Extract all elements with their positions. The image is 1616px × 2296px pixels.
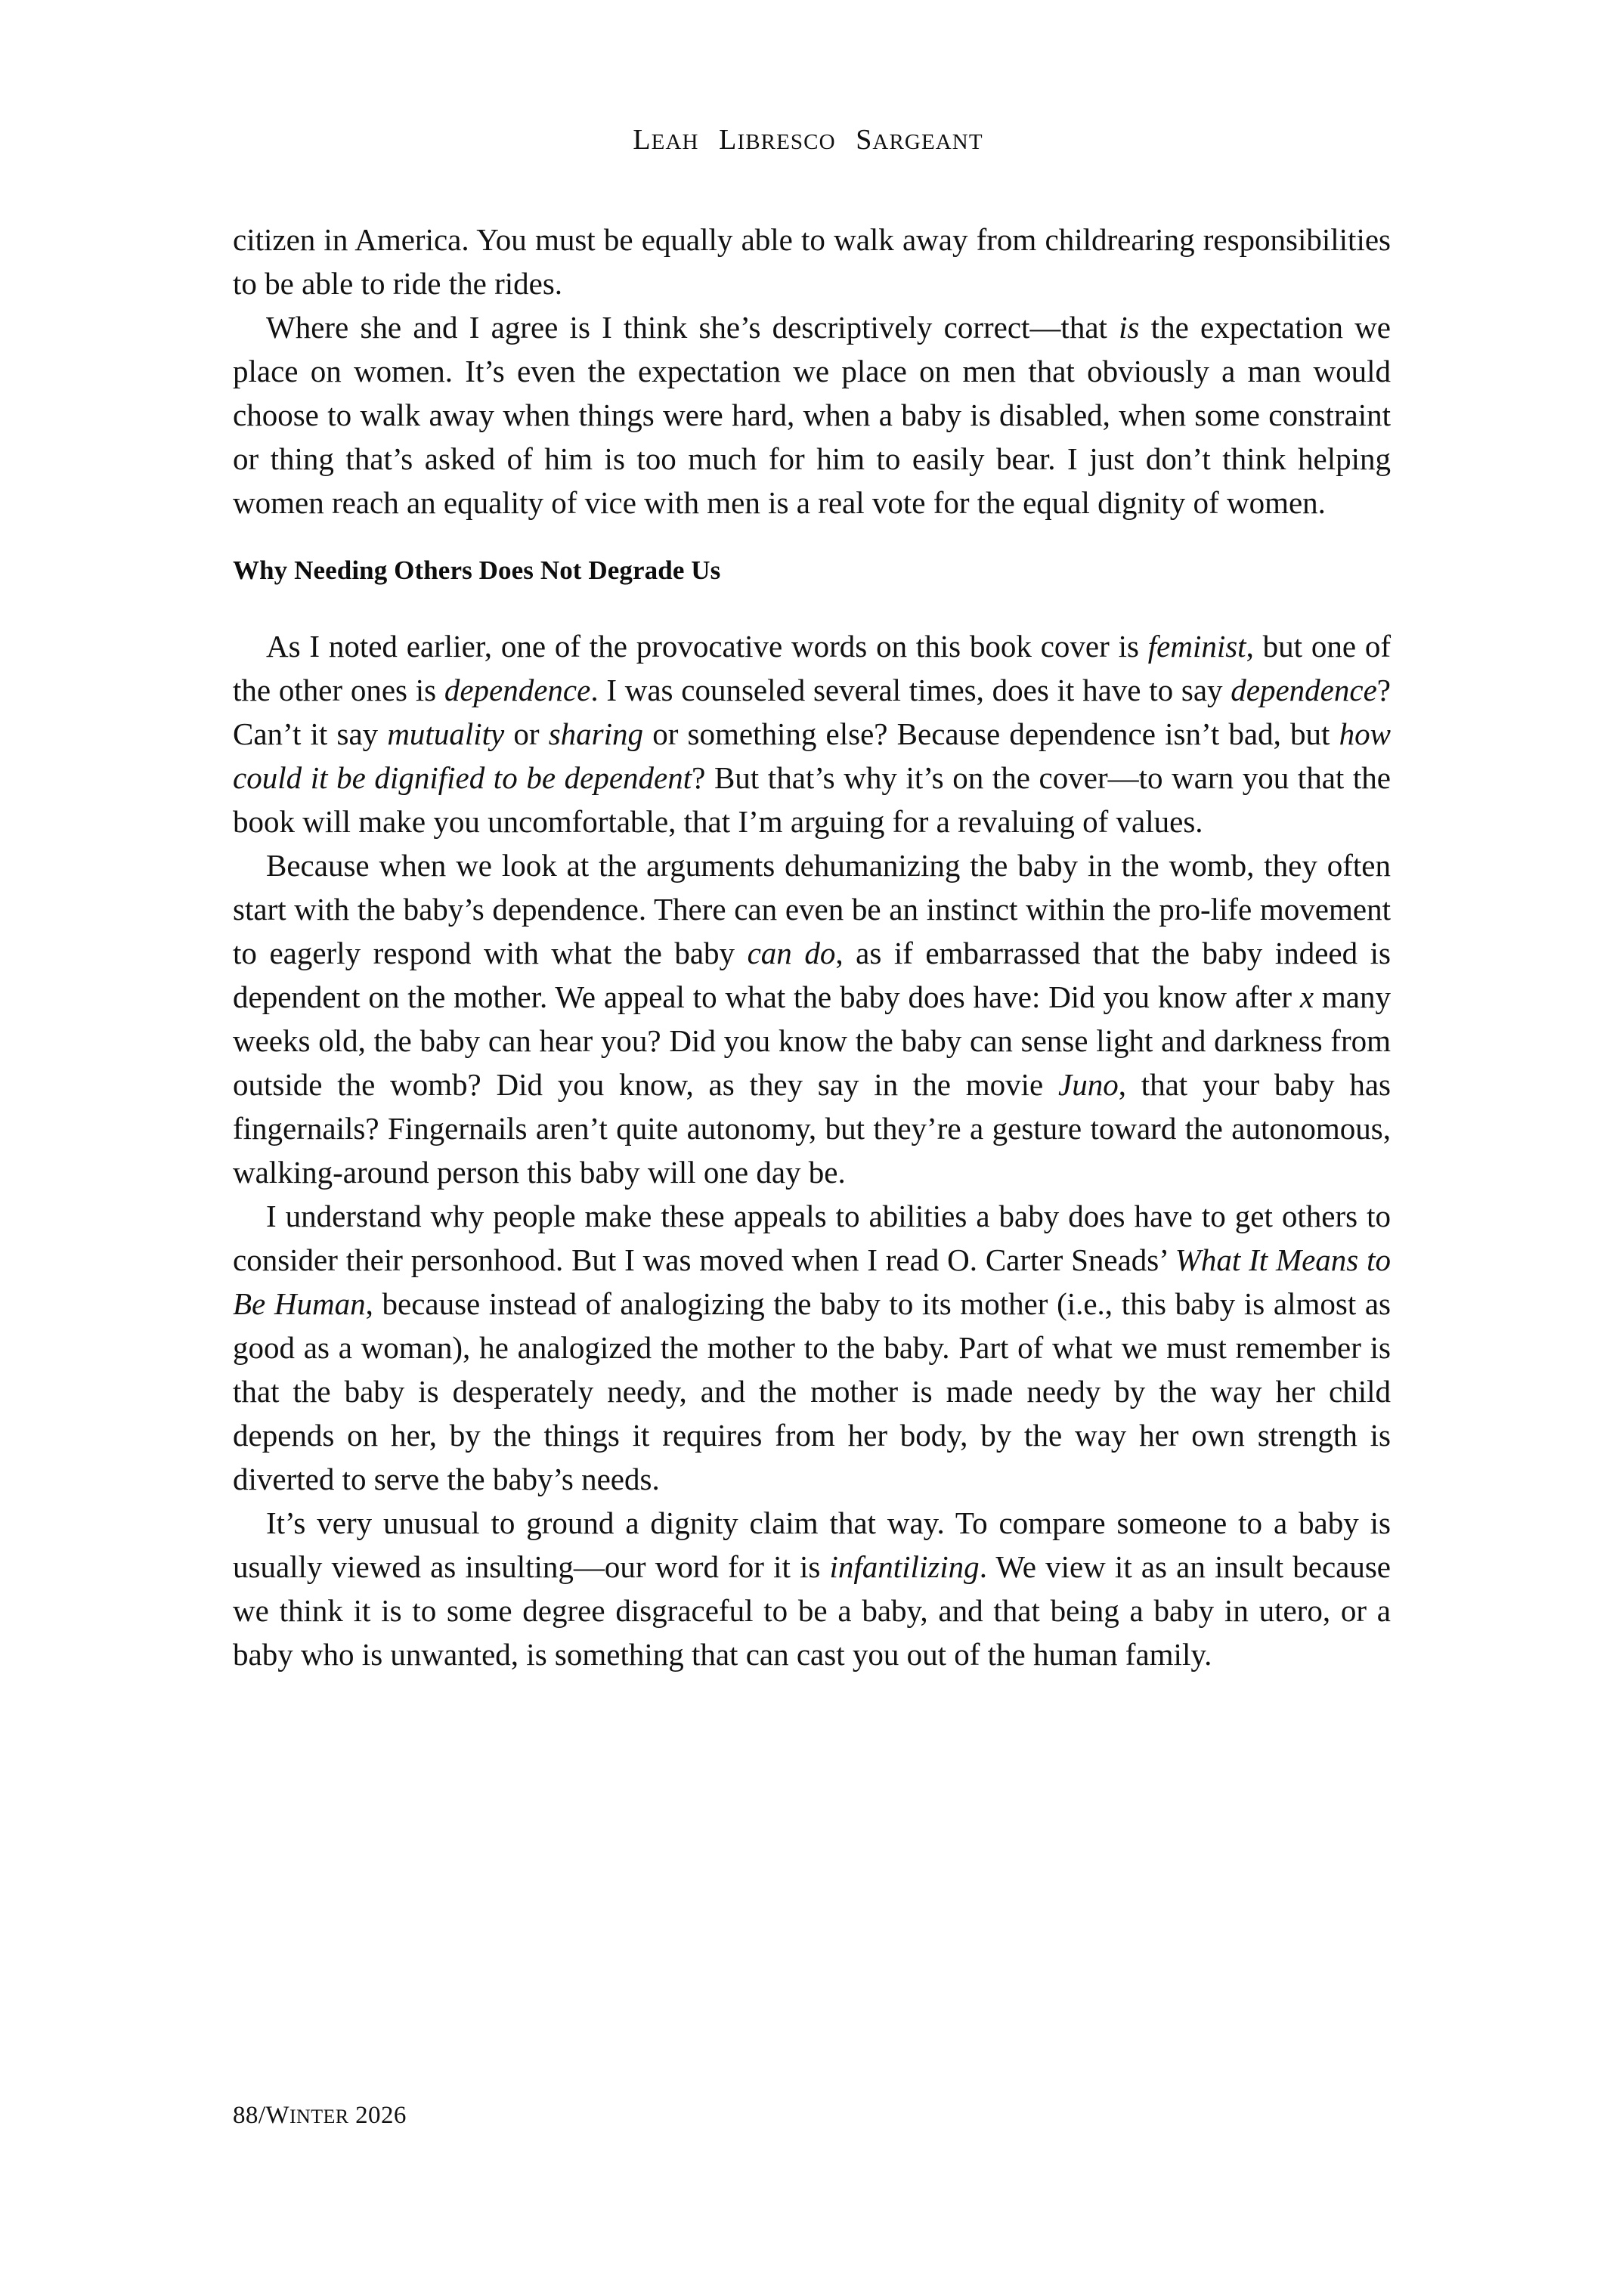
folio-year: 2026	[355, 2102, 407, 2129]
running-head	[0, 123, 1616, 156]
par3-seg-f: or something else? Because dependence isn’t bad, but	[643, 716, 1339, 751]
running-head-word-3-rest: ARGEANT	[872, 130, 983, 154]
par4-seg-a: Because when we look at the arguments dehumanizing the baby in the womb, they often start with the baby’s dependence. There can even be an instinct within the pro-life movement to eagerly respond with what the baby	[233, 848, 1391, 970]
par3-italic-feminist: feminist	[1147, 629, 1246, 664]
par4-seg-c: many weeks old, the baby can hear you? Did you know the baby can sense light and darkness from outside the womb? Did you know, as they say in the movie	[233, 979, 1391, 1102]
section-subheading: Why Needing Others Does Not Degrade Us	[233, 555, 721, 585]
paragraph-as-i-noted-earlier	[233, 624, 1391, 843]
running-head-word-1-rest: EAH	[651, 130, 699, 154]
paragraph-i-understand-why-people	[233, 1194, 1391, 1501]
par3-seg-b: , but one of the other ones is	[233, 629, 1391, 707]
subhead-space-above	[233, 524, 1391, 549]
running-head-word-1-initial: L	[633, 124, 652, 156]
folio-page-number: 88	[233, 2102, 258, 2129]
running-head-space-1	[705, 128, 712, 154]
par3-seg-d: ? Can’t it say	[233, 673, 1391, 751]
running-head-word-2-initial: L	[719, 124, 738, 156]
par3-italic-mutuality: mutuality	[387, 716, 505, 751]
par6-seg-a: It’s very unusual to ground a dignity claim that way. To compare someone to a baby is usually viewed as insulting—our word for it is	[233, 1505, 1391, 1584]
running-head-word-1	[633, 124, 699, 156]
par4-seg-d: , that your baby has fingernails? Fingernails aren’t quite autonomy, but they’re a gesture toward the autonomous, walking-around person this baby will one day be.	[233, 1067, 1392, 1190]
par3-italic-how-could-it-be-dignified: how could it be dignified to be dependent	[233, 716, 1391, 795]
par4-italic-x: x	[1299, 979, 1314, 1014]
par5-seg-a: I understand why people make these appeals to abilities a baby does have to get others to consider their personhood. But I was moved when I read O. Carter Sneads’	[233, 1199, 1391, 1277]
paragraph-because-when-we-look	[233, 843, 1391, 1194]
running-head-word-2	[719, 124, 836, 156]
paragraph-continued	[233, 218, 1391, 305]
par4-italic-can-do: can do	[747, 936, 836, 970]
running-head-space-2	[842, 128, 849, 154]
par2-seg-a: Where she and I agree is I think she’s descriptively correct—that	[266, 310, 1119, 345]
folio-season-rest: INTER	[289, 2106, 349, 2127]
par2-seg-b: the expectation we place on women. It’s even the expectation we place on men that obviously a man would choose to walk away when things were hard, when a baby is disabled, when some constraint or thing that’s asked of him is too much for him to easily bear. I just don’t think helping women reach an equality of vice with men is a real vote for the equal dignity of women.	[233, 310, 1391, 520]
par2-italic-is: is	[1119, 310, 1140, 345]
par3-seg-c: . I was counseled several times, does it have to say	[590, 673, 1231, 707]
par6-seg-b: . We view it as an insult because we think it is to some degree disgraceful to be a baby, and that being a baby in utero, or a baby who is unwanted, is something that can cast you out of the human family.	[233, 1549, 1391, 1672]
folio-separator: /	[258, 2102, 266, 2129]
par3-italic-dependence-2: dependence	[1231, 673, 1377, 707]
running-head-word-3	[856, 124, 983, 156]
page-folio	[233, 2102, 407, 2130]
par5-italic-book-title: What It Means to Be Human	[233, 1242, 1391, 1321]
par4-seg-b: , as if embarrassed that the baby indeed is dependent on the mother. We appeal to what the baby does have: Did you know after	[233, 936, 1391, 1014]
par3-seg-e: or	[504, 716, 549, 751]
paragraph-continued-text: citizen in America. You must be equally able to walk away from childrearing responsibilities to be able to ride the rides.	[233, 222, 1391, 301]
par4-italic-juno: Juno	[1058, 1067, 1119, 1102]
par3-italic-dependence-1: dependence	[444, 673, 591, 707]
par3-seg-a: As I noted earlier, one of the provocative words on this book cover is	[266, 629, 1148, 664]
par5-seg-b: , because instead of analogizing the baby to its mother (i.e., this baby is almost as good as a woman), he analogized the mother to the baby. Part of what we must remember is that the baby is desperately needy, and the mother is made needy by the way her child depends on her, by the things it requires from her body, by the way her own strength is diverted to serve the baby’s needs.	[233, 1286, 1391, 1496]
par3-italic-sharing: sharing	[548, 716, 644, 751]
folio-season-initial: W	[265, 2102, 289, 2129]
folio-space	[349, 2102, 356, 2129]
body-text-column	[233, 218, 1391, 1676]
par3-seg-g: ? But that’s why it’s on the cover—to warn you that the book will make you uncomfortable, that I’m arguing for a revaluing of values.	[233, 760, 1391, 839]
par6-italic-infantilizing: infantilizing	[829, 1549, 980, 1584]
paragraph-its-very-unusual	[233, 1501, 1391, 1676]
running-head-word-2-rest: IBRESCO	[737, 130, 836, 154]
paragraph-where-she-and-i-agree	[233, 305, 1391, 524]
running-head-word-3-initial: S	[856, 124, 873, 156]
subhead-space-below	[233, 593, 1391, 624]
